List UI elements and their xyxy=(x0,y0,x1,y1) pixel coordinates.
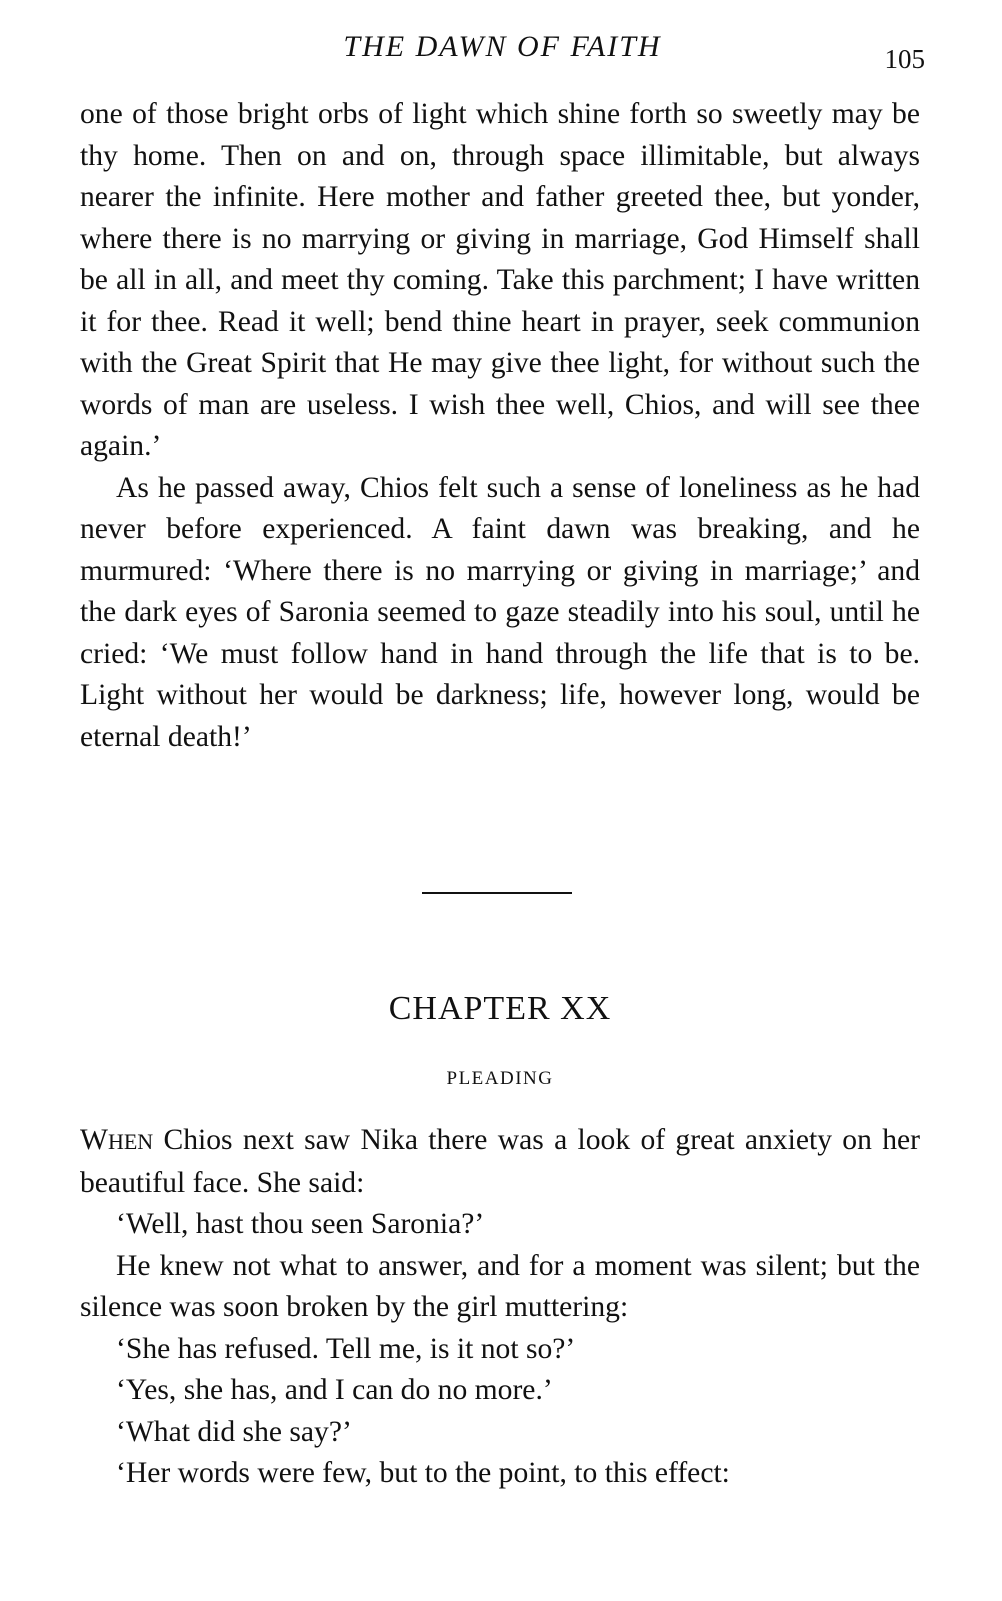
paragraph: ‘Well, hast thou seen Saronia?’ xyxy=(116,1208,485,1240)
opening-paragraph xyxy=(80,1120,920,1204)
section-divider xyxy=(422,892,572,894)
paragraph-continuation: one of those bright orbs of light which shine forth so sweetly may be thy home. Then on and on, through space illimitable, but always nearer the infinite. Here mother and father greeted thee, but yonder, where there is no marrying or giving in marriage, God Himself shall be all in all, and meet thy coming. Take this parchment; I have written it for thee. Read it well; bend thine heart in prayer, seek communion with the Great Spirit that He may give thee light, for without such the words of man are useless. I wish thee well, Chios, and will see thee again.’ xyxy=(80,98,920,462)
chapter-subtitle: PLEADING xyxy=(446,1068,554,1089)
running-head xyxy=(80,30,925,74)
paragraph: ‘What did she say?’ xyxy=(116,1415,352,1448)
paragraph: As he passed away, Chios felt such a sense of loneliness as he had never before experienced. A faint dawn was breaking, and he murmured: ‘Where there is no marrying or giving in marriage;’ and the dark eyes of Saronia seemed to gaze steadily into his soul, until he cried: ‘We must follow hand in hand through the life that is to be. Light without her would be darkness; life, however long, would be eternal death!’ xyxy=(80,471,920,753)
opening-text: Chios next saw Nika there was a look of great anxiety on her beautiful face. She said: xyxy=(80,1124,920,1199)
chapter-title: CHAPTER XX xyxy=(388,990,612,1027)
body-text-top xyxy=(80,94,920,758)
running-title: THE DAWN OF FAITH xyxy=(343,30,662,63)
body-text-bottom xyxy=(80,1120,920,1495)
paragraph: ‘She has refused. Tell me, is it not so?’ xyxy=(116,1332,576,1365)
paragraph: ‘Her words were few, but to the point, to this effect: xyxy=(116,1457,730,1489)
paragraph: He knew not what to answer, and for a moment was silent; but the silence was soon broken by the girl muttering: xyxy=(80,1249,920,1323)
page-number: 105 xyxy=(884,44,925,74)
drop-initial: W xyxy=(80,1124,108,1156)
paragraph: ‘Yes, she has, and I can do no more.’ xyxy=(116,1374,553,1406)
small-caps-word: HEN xyxy=(107,1129,154,1154)
